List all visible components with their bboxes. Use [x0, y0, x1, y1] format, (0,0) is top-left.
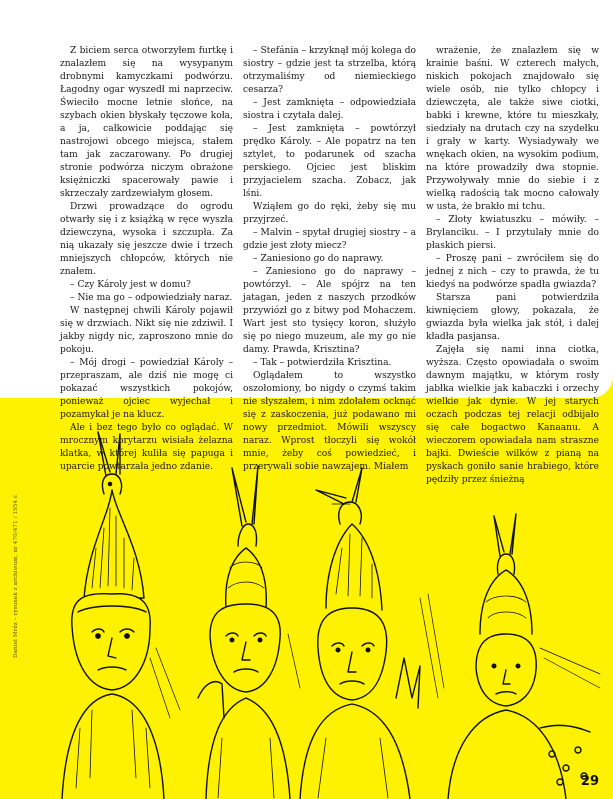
figure-woman-center-left [198, 466, 290, 799]
paragraph: – Złoty kwiatuszku – mówiły. – Brylanciku. – I przytulały mnie do płaskich piersi. [426, 215, 599, 251]
paragraph: Starsza pani potwierdziła kiwnięciem głowy, pokazała, że gwiazda była wielka jak stół, i dalej kładła pasjansa. [426, 293, 599, 342]
paragraph: – Mój drogi – powiedział Károly – przepraszam, ale dziś nie mogę ci pokazać wszystkich pokojów, ponieważ ojciec wyjechał i pozamykał je na klucz. [60, 358, 233, 420]
paragraph: – Jest zamknięta – powtórzył prędko Károly. – Ale popatrz na ten sztylet, to podarunek od szacha perskiego. Ojciec jest bliskim przyjacielem szacha. Zobacz, jak lśni. [243, 124, 416, 199]
paragraph: Ale i bez tego było co oglądać. W mrocznym korytarzu wisiała żelazna klatka, w której kuliła się papuga i uparcie powtarzała jedno zdanie. [60, 423, 233, 472]
paragraph: – Nie ma go – odpowiedziały naraz. [70, 293, 233, 303]
paragraph: Oglądałem to wszystko oszołomiony, bo nigdy o czymś takim nie słyszałem, i nim zdołałem ocknąć się z zaskoczenia, już podawano mi nowy przedmiot. Mówili wszyscy naraz. Wprost tłoczyli się wokół mnie, żeby coś powiedzieć, i przerywali sobie nawzajem. Miałem [243, 371, 416, 472]
figure-man-left [62, 432, 164, 799]
paragraph: – Jest zamknięta – odpowiedziała siostra i czytała dalej. [243, 98, 416, 121]
figure-woman-right [448, 514, 590, 799]
paragraph: – Proszę pani – zwróciłem się do jednej z nich – czy to prawda, że tu kiedyś na podwórze spadła gwiazda? [426, 254, 599, 290]
paragraph: – Tak – potwierdziła Krisztina. [253, 358, 392, 368]
illustration-drawing [0, 398, 613, 799]
paragraph: Z biciem serca otworzyłem furtkę i znalazłem się na wysypanym drobnymi kamyczkami podwórzu. Łagodny ogar wyszedł mi naprzeciw. Świeciło mocne letnie słońce, na szybach okien błyskały tęczowe koła, a ja, całkowicie poddając się nastrojowi obcego miejsca, stałem tam jak zaczarowany. Po drugiej stronie podwórza niczym obrażone księżniczki spacerowały pawie i skrzeczały zardzewiałym głosem. [60, 46, 233, 199]
paragraph: wrażenie, że znalazłem się w krainie baśni. W czterech małych, niskich pokojach znajdowało się wiele osób, nie tylko chłopcy i dziewczęta, ale także siwe ciotki, babki i krewne, które tu mieszkały, siedziały na drutach czy na szydełku i grały w karty. Wysiadywały we wnękach okien, na wysokim podium, na które prowadziły dwa stopnie. Przywoływały mnie do siebie i z wielką radością tak mocno całowały w usta, że brakło mi tchu. [426, 46, 599, 212]
figure-man-center-right [300, 468, 420, 799]
paragraph: – Czy Károly jest w domu? [70, 280, 191, 290]
paragraph: Wziąłem go do ręki, żeby się mu przyjrzeć. [243, 202, 416, 225]
paragraph: – Zaniesiono go do naprawy – powtórzył. – Ale spójrz na ten jatagan, jeden z naszych przodków przywiózł go z bitwy pod Mohaczem. Wart jest sto tysięcy koron, służyło się po niego muzeum, ale my go nie damy. Prawda, Krisztina? [243, 267, 416, 355]
paragraph: Drzwi prowadzące do ogrodu otwarły się i z książką w ręce wyszła dziewczyna, wysoka i szczupła. Za nią ukazały się jeszcze dwie i trzech mniejszych chłopców, których nie znałem. [60, 202, 233, 277]
paragraph: – Stefánia – krzyknął mój kolega do siostry – gdzie jest ta strzelba, którą otrzymaliśmy od niemieckiego cesarza? [243, 46, 416, 95]
paragraph: – Zaniesiono go do naprawy. [253, 254, 384, 264]
paragraph: W następnej chwili Károly pojawił się w drzwiach. Nikt się nie zdziwił. I jakby nigdy nic, zaproszono mnie do pokoju. [60, 306, 233, 355]
paragraph: – Malvin – spytał drugiej siostry – a gdzie jest złoty miecz? [243, 228, 416, 251]
illustration-credit: Daniel Mróz – rysunek z archiwum, nr 470/471 / 1954 r. [13, 493, 19, 658]
paragraph: Zajęła się nami inna ciotka, wyższa. Często opowiadała o swoim dawnym majątku, w którym rosły jabłka wielkie jak kabaczki i orzechy wielkie jak dynie. W jej starych oczach podczas tej relacji odbijało się całe bogactwo Kanaanu. A wieczorem opowiadała nam straszne bajki. Dwieście wilków z pianą na pyskach goniło sanie hrabiego, które pędziły przez śnieżną [426, 345, 599, 485]
page-number: 29 [580, 774, 599, 789]
